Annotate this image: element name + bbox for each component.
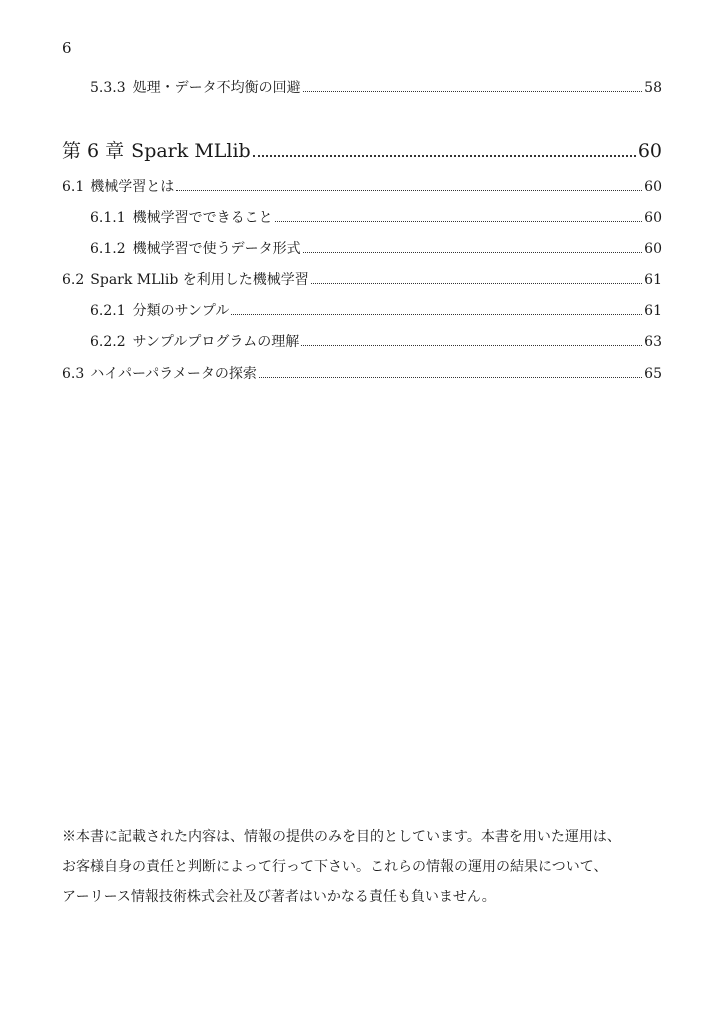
toc-entry-6-1-2[interactable] (90, 239, 662, 259)
dot-leader (301, 345, 642, 346)
toc-entry-number: 6.1 (62, 179, 85, 195)
page-number: 6 (62, 39, 72, 57)
toc-entry-number: 6.3 (62, 366, 85, 382)
dot-leader (253, 155, 636, 157)
toc-entry-6-1-1[interactable] (90, 208, 662, 228)
toc-entry-6-1[interactable] (62, 177, 662, 197)
toc-entry-title: 機械学習でできること (132, 210, 273, 226)
toc-entry-number: 6.2.2 (90, 334, 126, 350)
toc-entry-page: 61 (644, 303, 662, 319)
disclaimer-line: ※本書に記載された内容は、情報の提供のみを目的としています。本書を用いた運用は、 (62, 829, 621, 845)
toc-entry-page: 60 (637, 140, 662, 162)
toc-entry-6-2-2[interactable] (90, 332, 662, 352)
dot-leader (231, 314, 642, 315)
toc-entry-6-2-1[interactable] (90, 301, 662, 321)
toc-entry-title: 機械学習で使うデータ形式 (132, 241, 301, 257)
toc-entry-title: サンプルプログラムの理解 (132, 334, 300, 350)
toc-entry-5-3-3[interactable] (90, 78, 662, 98)
toc-entry-title: 機械学習とは (90, 179, 175, 195)
toc-entry-page: 60 (644, 179, 662, 195)
dot-leader (259, 377, 642, 378)
dot-leader (303, 91, 643, 92)
dot-leader (311, 283, 642, 284)
toc-entry-chapter-6[interactable] (62, 138, 662, 164)
toc-entry-6-2[interactable] (62, 270, 662, 290)
toc-entry-number: 5.3.3 (90, 80, 126, 96)
disclaimer-line: お客様自身の責任と判断によって行って下さい。これらの情報の運用の結果について、 (62, 859, 608, 875)
toc-entry-number: 第 6 章 (62, 140, 125, 162)
dot-leader (275, 221, 643, 222)
toc-entry-title: 処理・データ不均衡の回避 (132, 80, 301, 96)
toc-entry-number: 6.1.1 (90, 210, 126, 226)
toc-entry-title: 分類のサンプル (132, 303, 230, 319)
toc-entry-title: ハイパーパラメータの探索 (90, 366, 257, 382)
toc-entry-number: 6.2 (62, 272, 85, 288)
toc-entry-page: 60 (644, 241, 662, 257)
dot-leader (176, 190, 642, 191)
toc-entry-number: 6.2.1 (90, 303, 126, 319)
toc-entry-page: 63 (644, 334, 662, 350)
toc-entry-title: Spark MLlib を利用した機械学習 (90, 272, 309, 288)
toc-entry-6-3[interactable] (62, 364, 662, 384)
dot-leader (303, 252, 643, 253)
toc-entry-page: 58 (644, 80, 662, 96)
toc-entry-page: 65 (644, 366, 662, 382)
toc-entry-page: 60 (644, 210, 662, 226)
toc-entry-page: 61 (644, 272, 662, 288)
disclaimer-line: アーリース情報技術株式会社及び著者はいかなる責任も負いません。 (62, 889, 496, 905)
disclaimer-notice (62, 822, 672, 912)
toc-entry-number: 6.1.2 (90, 241, 126, 257)
toc-entry-title: Spark MLlib (131, 140, 251, 162)
